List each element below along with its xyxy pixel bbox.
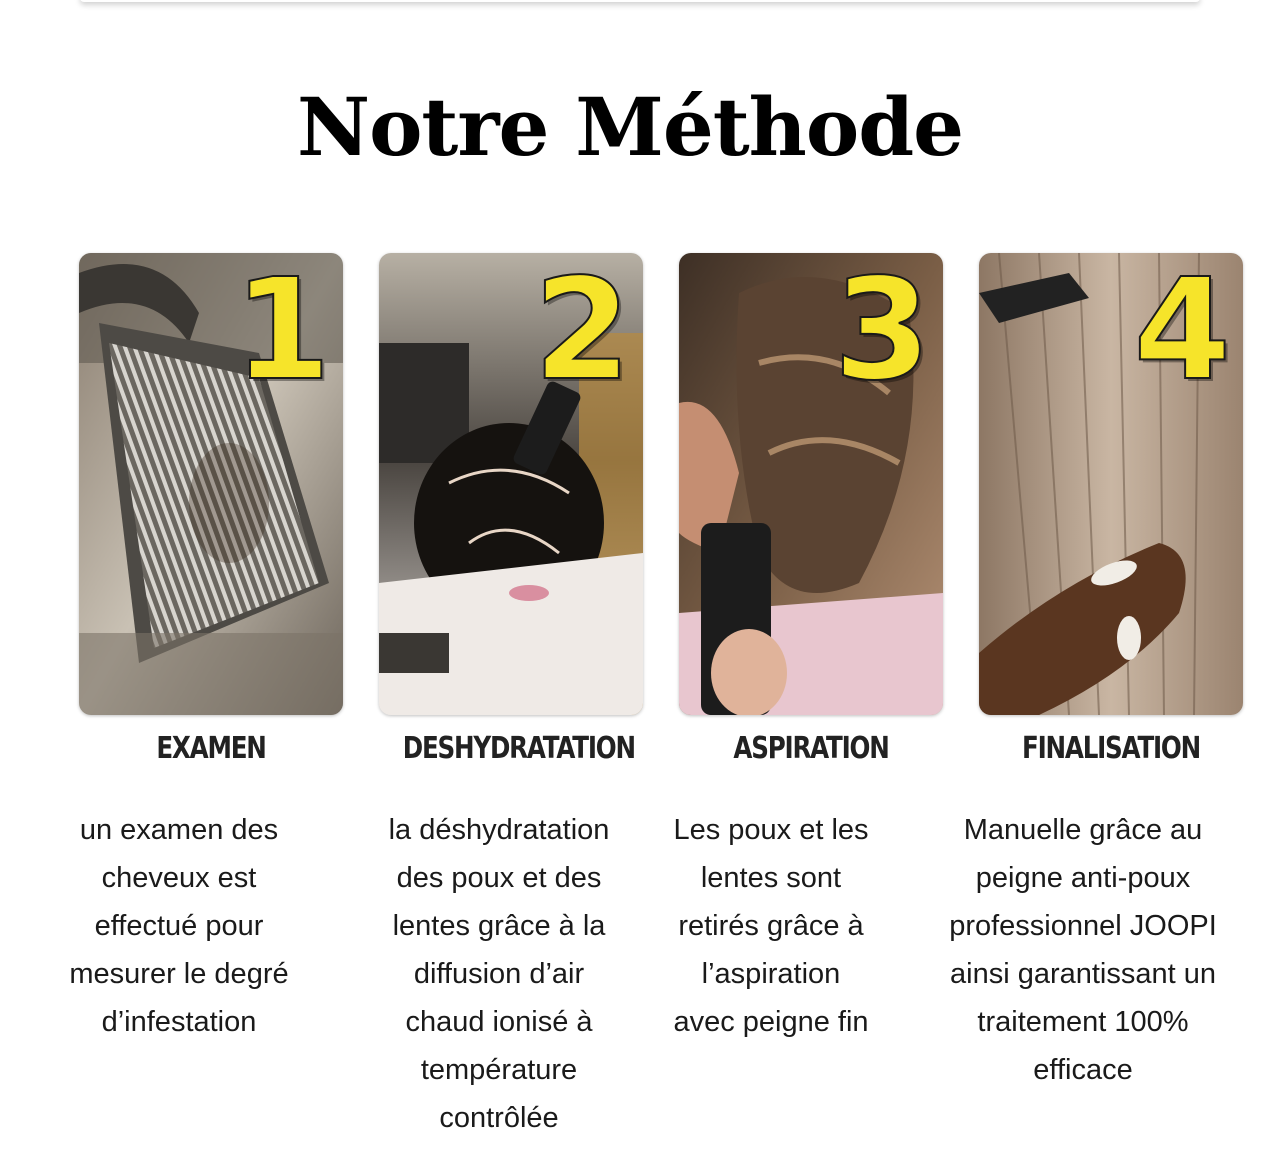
step-label: FINALISATION bbox=[1022, 731, 1200, 766]
step-number: 4 bbox=[1133, 253, 1231, 412]
step-examen bbox=[79, 253, 343, 766]
step-photo-examen bbox=[79, 253, 343, 715]
step-photo-aspiration bbox=[679, 253, 943, 715]
step-description: la déshydratation des poux et des lentes grâce à la diffusion d’air chaud ionisé à température contrôlée bbox=[388, 814, 610, 1134]
step-description: Manuelle grâce au peigne anti-poux professionnel JOOPI ainsi garantissant un traitement 100% efficace bbox=[949, 814, 1217, 1086]
step-number: 1 bbox=[233, 253, 331, 412]
step-label: DESHYDRATATION bbox=[402, 731, 635, 766]
step-label: EXAMEN bbox=[156, 731, 266, 766]
page-title: Notre Méthode bbox=[296, 80, 964, 174]
step-number: 3 bbox=[833, 253, 931, 412]
top-card-edge bbox=[80, 0, 1200, 2]
step-aspiration bbox=[679, 253, 943, 766]
step-description: Les poux et les lentes sont retirés grâce à l’aspiration avec peigne fin bbox=[673, 814, 869, 1038]
step-finalisation bbox=[979, 253, 1243, 766]
step-deshydratation bbox=[379, 253, 643, 766]
step-number: 2 bbox=[533, 253, 631, 412]
step-photo-deshydratation bbox=[379, 253, 643, 715]
step-description: un examen des cheveux est effectué pour mesurer le degré d’infestation bbox=[69, 814, 289, 1038]
step-photo-finalisation bbox=[979, 253, 1243, 715]
step-label: ASPIRATION bbox=[733, 731, 889, 766]
